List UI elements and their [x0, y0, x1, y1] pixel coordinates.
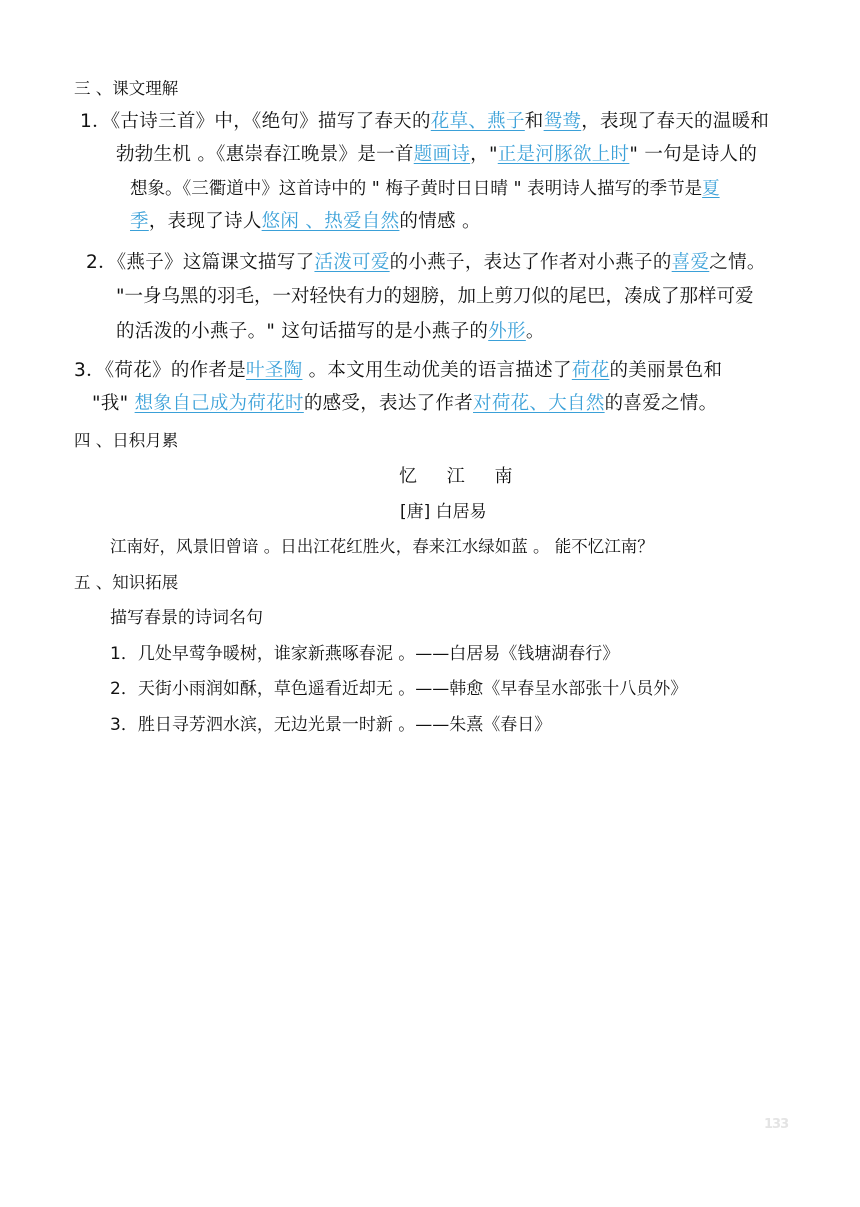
q1-answer-4: 正是河豚欲上时 [497, 144, 630, 165]
q1-answer-5a: 夏 [702, 179, 720, 199]
poem-text: 江南好，风景旧曾谙 。日出江花红胜火，春来江水绿如蓝 。 能不忆江南？ [110, 537, 654, 556]
q3-line-1 [74, 359, 722, 383]
q2-text: 的小燕子，表达了作者对小燕子的 [389, 252, 672, 273]
q3-text: "我" [92, 393, 135, 414]
q1-line-2 [116, 143, 757, 167]
list-item: 3．胜日寻芳泗水滨，无边光景一时新 。——朱熹《春日》 [110, 715, 552, 735]
q3-answer-3: 想象自己成为荷花时 [134, 393, 304, 414]
q3-answer-1: 叶圣陶 [246, 360, 303, 381]
q3-text: 。本文用生动优美的语言描述了 [302, 360, 572, 381]
q1-line-1 [80, 110, 769, 134]
list-item: 1．几处早莺争暖树，谁家新燕啄春泥 。——白居易《钱塘湖春行》 [110, 644, 620, 664]
section-5-subheading: 描写春景的诗词名句 [110, 608, 263, 628]
q2-text: 的活泼的小燕子。" 这句话描写的是小燕子的 [116, 321, 489, 342]
q1-text: 勃勃生机 。《惠崇春江晚景》是一首 [116, 144, 414, 165]
q3-line-2 [92, 392, 717, 416]
q3-answer-2: 荷花 [571, 360, 610, 381]
q1-text: ，表现了春天的温暖和 [581, 111, 770, 132]
q2-text: 之情。 [709, 252, 766, 273]
q2-text: 。 [525, 321, 545, 342]
q1-answer-5b: 季 [130, 211, 149, 232]
q2-answer-3: 外形 [488, 321, 526, 342]
q3-text: 的喜爱之情。 [604, 393, 718, 414]
q1-text: 和 [524, 111, 544, 132]
q1-text: 想象。《三衢道中》这首诗中的 " 梅子黄时日日晴 " 表明诗人描写的季节是 [130, 179, 703, 199]
list-item: 2．天街小雨润如酥，草色遥看近却无 。——韩愈《早春呈水部张十八员外》 [110, 679, 688, 699]
q2-number: 2． [86, 252, 117, 273]
q3-text: 的美丽景色和 [609, 360, 723, 381]
section-3-heading: 三 、课文理解 [74, 79, 179, 98]
q2-line-3 [116, 320, 545, 344]
poem-title: 忆 江 南 [399, 466, 525, 487]
q1-line-3 [130, 177, 720, 201]
q2-answer-2: 喜爱 [671, 252, 710, 273]
section-5-heading: 五 、知识拓展 [74, 573, 179, 592]
q1-answer-2: 鸳鸯 [543, 111, 582, 132]
q3-text: 的感受，表达了作者 [303, 393, 474, 414]
q1-text: ，" [470, 144, 498, 165]
q1-text: " 一句是诗人的 [629, 144, 758, 165]
q3-number: 3． [74, 360, 105, 381]
q3-answer-4: 对荷花、大自然 [473, 393, 605, 414]
section-4-heading: 四 、日积月累 [74, 431, 179, 450]
page-number: 133 [764, 1117, 789, 1132]
q2-line-1 [86, 251, 766, 275]
q2-answer-1: 活泼可爱 [314, 252, 390, 273]
q1-text: 的情感 。 [399, 211, 481, 232]
q2-text: 《燕子》这篇课文描写了 [116, 252, 315, 273]
q1-line-4 [130, 210, 481, 234]
q1-answer-1: 花草、燕子 [430, 111, 525, 132]
q1-text: 《古诗三首》中，《绝句》描写了春天的 [110, 111, 431, 132]
q1-text: ，表现了诗人 [148, 211, 262, 232]
q1-number: 1． [80, 111, 111, 132]
q1-answer-3: 题画诗 [413, 144, 471, 165]
poem-author: [唐] 白居易 [400, 502, 487, 522]
q3-text: 《荷花》的作者是 [104, 360, 247, 381]
q2-line-2: "一身乌黑的羽毛，一对轻快有力的翅膀，加上剪刀似的尾巴，凑成了那样可爱 [116, 286, 754, 307]
q1-answer-6: 悠闲 、热爱自然 [261, 211, 400, 232]
